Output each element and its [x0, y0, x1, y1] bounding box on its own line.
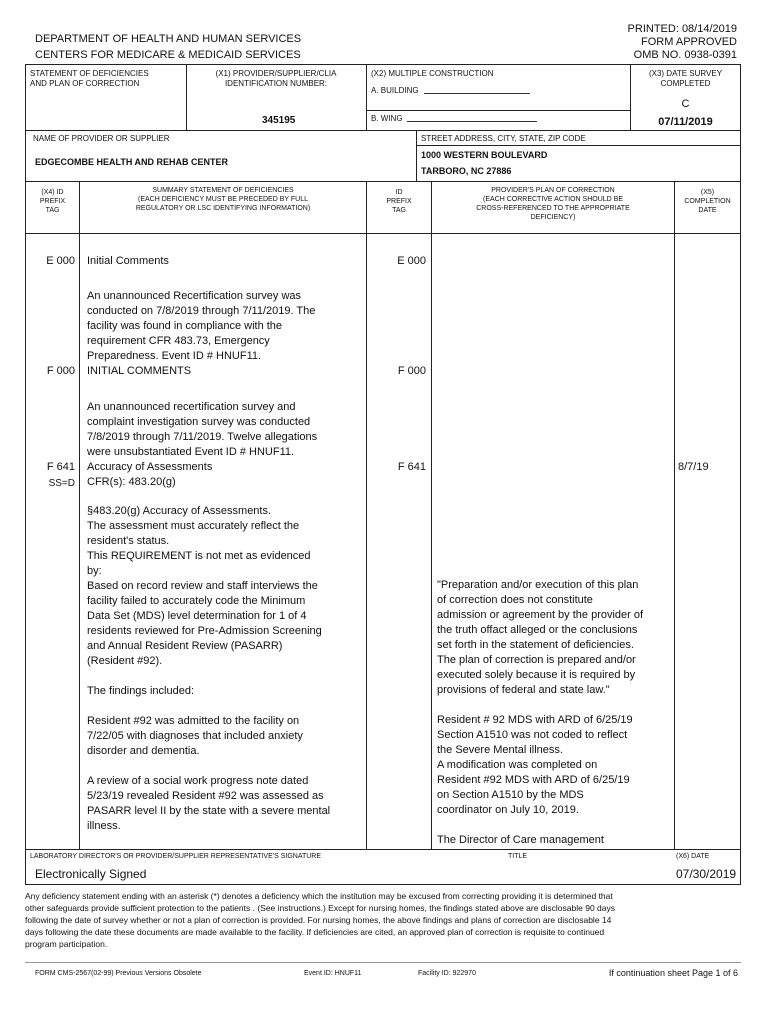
address-label: STREET ADDRESS, CITY, STATE, ZIP CODE [421, 134, 586, 143]
f000-title: INITIAL COMMENTS [87, 365, 192, 377]
x1-label: (X1) PROVIDER/SUPPLIER/CLIA IDENTIFICATION NUMBER: [215, 69, 337, 88]
f641-id-tag: F 641 [397, 461, 426, 473]
f000-text: An unannounced recertification survey and complaint investigation survey was conducted 7/8/2019 through 7/11/2019. Twelve allegations were unsubstantiated Event ID # HNUF11. [87, 401, 318, 458]
f000-id-tag: F 000 [397, 365, 426, 377]
summary-column-header: SUMMARY STATEMENT OF DEFICIENCIES (EACH DEFICIENCY MUST BE PRECEDED BY FULL REGULATORY OR LSC IDENTIFYING INFORMATION) [135, 187, 311, 212]
signature-date: 07/30/2019 [676, 867, 737, 881]
f641-cfr: CFR(s): 483.20(g) [87, 476, 176, 488]
page-number: If continuation sheet Page 1 of 6 [608, 968, 738, 978]
title-label: TITLE [508, 853, 528, 860]
building-label: A. BUILDING [371, 86, 419, 95]
facility-id: Facility ID: 922970 [418, 970, 476, 977]
statement-label: STATEMENT OF DEFICIENCIES AND PLAN OF CORRECTION [30, 69, 149, 88]
provider-name-label: NAME OF PROVIDER OR SUPPLIER [33, 134, 170, 143]
f000-tag: F 000 [46, 365, 75, 377]
disclaimer-text: Any deficiency statement ending with an asterisk (*) denotes a deficiency which the institution may be excused from correcting providing it is determined that other safeguards provide sufficient protection to the patients . (See instructions.) Except for nursing homes, the findings stated above are disclosable 90 days following the date of survey whether or not a plan of correction is provided. For nursing homes, the above findings and plans of correction are disclosable 14 days following the date these documents are made available to the facility. If deficiencies are cited, an approved plan of correction is requisite to continued program participation. [25, 891, 615, 949]
x2-label: (X2) MULTIPLE CONSTRUCTION [371, 69, 494, 78]
omb-number: OMB NO. 0938-0391 [633, 49, 737, 61]
event-id: Event ID: HNUF11 [304, 970, 362, 977]
e000-text: An unannounced Recertification survey was conducted on 7/8/2019 through 7/11/2019. The facility was found in compliance with the requirement CFR 483.73, Emergency Preparedness. Event ID # HNUF11. [87, 290, 316, 362]
signature-value: Electronically Signed [35, 867, 147, 881]
form-approved: FORM APPROVED [641, 36, 737, 48]
e000-id-tag: E 000 [397, 255, 426, 267]
x6-date-label: (X6) DATE [676, 853, 710, 860]
x1-identification-number: 345195 [262, 115, 296, 126]
printed-date: PRINTED: 08/14/2019 [627, 23, 737, 35]
x5-column-header: (X5) COMPLETION DATE [684, 189, 731, 214]
department-name: DEPARTMENT OF HEALTH AND HUMAN SERVICES [35, 33, 302, 45]
e000-tag: E 000 [46, 255, 75, 267]
agency-name: CENTERS FOR MEDICARE & MEDICAID SERVICES [35, 49, 301, 61]
plan-of-correction-text: "Preparation and/or execution of this plan of correction does not constitute admission or agreement by the provider of the truth offact alleged or the conclusions set forth in the statement of deficiencies. The plan of correction is prepared and/or executed solely because it is required by provisions of federal and state law." Resident # 92 MDS with ARD of 6/25/19 Section A1510 was not coded to reflect the Severe Mental illness. A modification was completed on Resident #92 MDS with ARD of 6/25/19 on Section A1510 by the MDS coordinator on July 10, 2019. The Director of Care management [437, 579, 644, 846]
signature-label: LABORATORY DIRECTOR'S OR PROVIDER/SUPPLIER REPRESENTATIVE'S SIGNATURE [30, 853, 322, 860]
plan-column-header: PROVIDER'S PLAN OF CORRECTION (EACH CORRECTIVE ACTION SHOULD BE CROSS-REFERENCED TO THE APPROPRIATE DEFICIENCY) [476, 187, 630, 221]
x3-letter: C [681, 98, 690, 110]
form-number: FORM CMS-2567(02-99) Previous Versions Obsolete [35, 970, 202, 977]
x3-label: (X3) DATE SURVEY COMPLETED [648, 69, 723, 88]
survey-completed-date: 07/11/2019 [658, 116, 713, 128]
f641-completion-date: 8/7/19 [678, 461, 709, 473]
id-column-header: ID PREFIX TAG [386, 189, 412, 214]
f641-title: Accuracy of Assessments [87, 461, 213, 473]
f641-tag: F 641 [46, 461, 75, 473]
city-state-zip: TARBORO, NC 27886 [421, 166, 512, 176]
street-address: 1000 WESTERN BOULEVARD [421, 150, 548, 160]
f641-text: §483.20(g) Accuracy of Assessments. The assessment must accurately reflect the resident's status. This REQUIREMENT is not met as evidenced by: Based on record review and staff interviews the facility failed to accurately code the Minimum Data Set (MDS) level determination for 1 of 4 residents reviewed for Pre-Admission Screening and Annual Resident Review (PASARR) (Resident #92). The findings included: Resident #92 was admitted to the facility on 7/22/05 with diagnoses that included anxiety disorder and dementia. A review of a social work progress note dated 5/23/19 revealed Resident #92 was assessed as PASARR level II by the state with a severe mental illness. [87, 505, 331, 832]
wing-label: B. WING [371, 114, 403, 123]
x4-column-header: (X4) ID PREFIX TAG [39, 189, 66, 214]
provider-name: EDGECOMBE HEALTH AND REHAB CENTER [35, 157, 229, 167]
f641-scope-severity: SS=D [48, 478, 75, 489]
e000-title: Initial Comments [87, 255, 169, 267]
